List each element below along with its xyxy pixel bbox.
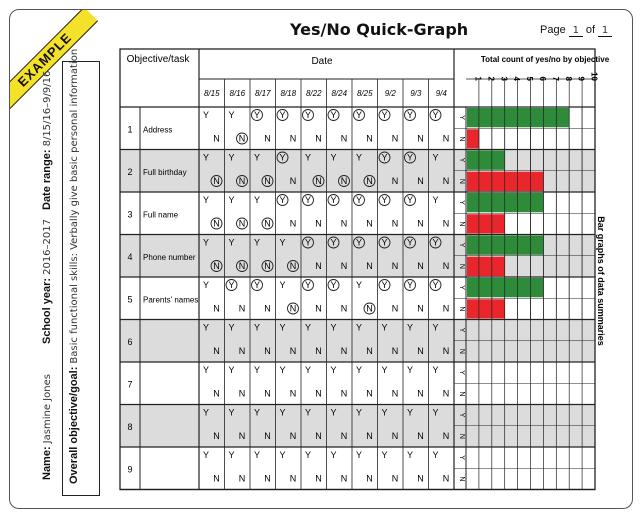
cell-yes-mark: Y	[202, 322, 210, 333]
date-label: 8/24	[331, 89, 348, 98]
cell-yes-mark: Y	[228, 195, 235, 205]
cell-yes-mark: Y	[355, 280, 363, 290]
cell-yes-mark: Y	[279, 365, 286, 375]
date-label: 8/25	[356, 89, 373, 98]
cell-no-mark: N	[417, 218, 424, 229]
cell-yes-mark: Y	[253, 365, 261, 375]
no-row-label: N	[458, 391, 465, 397]
graph-header: Total count of yes/no by objective	[480, 55, 610, 64]
cell-no-mark: N	[289, 473, 297, 484]
objective-number: 1	[127, 124, 133, 135]
cell-yes-mark: Y	[330, 110, 337, 120]
cell-yes-mark: Y	[253, 450, 261, 460]
graph-scale-label: 9	[576, 76, 586, 81]
cell-yes-mark: Y	[279, 280, 286, 290]
goal-label: Overall objective/goal:	[68, 366, 80, 484]
cell-no-mark: N	[366, 176, 373, 186]
no-row-label: N	[458, 136, 465, 142]
no-bar	[467, 299, 505, 318]
cell-yes-mark: Y	[304, 110, 312, 120]
date-header: Date	[311, 56, 333, 67]
cell-no-mark: N	[315, 431, 322, 441]
cell-no-mark: N	[289, 261, 297, 271]
cell-yes-mark: Y	[432, 152, 439, 163]
cell-no-mark: N	[289, 388, 297, 399]
cell-no-mark: N	[417, 261, 424, 271]
cell-no-mark: N	[315, 133, 322, 144]
date-label: 8/22	[305, 89, 322, 98]
objective-number: 6	[127, 336, 133, 347]
no-row-label: N	[458, 433, 465, 439]
cell-yes-mark: Y	[253, 322, 261, 333]
page-label: Page	[540, 24, 566, 36]
yes-row-label: Y	[458, 285, 465, 290]
name-value: Jasmine Jones	[42, 374, 53, 444]
cell-no-mark: N	[315, 176, 322, 186]
cell-yes-mark: Y	[406, 365, 414, 375]
no-bar	[467, 172, 543, 191]
cell-yes-mark: Y	[253, 110, 261, 120]
objective-label: Parents' names	[143, 295, 199, 305]
cell-no-mark: N	[238, 473, 246, 484]
cell-no-mark: N	[417, 388, 424, 399]
cell-no-mark: N	[340, 261, 348, 271]
objective-number: 4	[127, 251, 133, 262]
cell-yes-mark: Y	[381, 237, 388, 248]
cell-no-mark: N	[213, 261, 220, 271]
cell-yes-mark: Y	[355, 110, 363, 120]
cell-yes-mark: Y	[279, 237, 286, 248]
cell-no-mark: N	[340, 303, 348, 314]
cell-no-mark: N	[289, 176, 297, 186]
cell-yes-mark: Y	[432, 322, 439, 333]
date-label: 8/18	[280, 89, 297, 98]
cell-no-mark: N	[315, 261, 322, 271]
no-bar	[467, 214, 505, 233]
cell-no-mark: N	[315, 218, 322, 229]
page-of-label: of	[585, 24, 596, 36]
cell-yes-mark: Y	[406, 110, 414, 120]
cell-yes-mark: Y	[304, 450, 312, 460]
name-label: Name:	[41, 446, 53, 480]
cell-yes-mark: Y	[279, 152, 286, 163]
cell-no-mark: N	[391, 388, 399, 399]
cell-no-mark: N	[442, 346, 450, 356]
cell-yes-mark: Y	[202, 110, 210, 120]
cell-no-mark: N	[391, 431, 399, 441]
cell-yes-mark: Y	[330, 195, 337, 205]
cell-no-mark: N	[340, 388, 348, 399]
yes-row-label: Y	[458, 370, 465, 375]
cell-no-mark: N	[213, 346, 220, 356]
cell-no-mark: N	[264, 218, 271, 229]
yes-bar	[467, 278, 543, 297]
cell-yes-mark: Y	[279, 322, 286, 333]
school-year-value: 2016–2017	[42, 219, 53, 275]
cell-no-mark: N	[213, 473, 220, 484]
cell-no-mark: N	[238, 261, 246, 271]
cell-no-mark: N	[289, 218, 297, 229]
cell-yes-mark: Y	[253, 280, 261, 290]
cell-no-mark: N	[264, 176, 271, 186]
cell-yes-mark: Y	[202, 152, 210, 163]
cell-no-mark: N	[366, 218, 373, 229]
cell-no-mark: N	[417, 473, 424, 484]
cell-yes-mark: Y	[406, 407, 414, 418]
cell-yes-mark: Y	[381, 152, 388, 163]
cell-yes-mark: Y	[304, 365, 312, 375]
cell-yes-mark: Y	[304, 195, 312, 205]
cell-yes-mark: Y	[202, 365, 210, 375]
yes-bar	[467, 151, 505, 170]
cell-yes-mark: Y	[202, 450, 210, 460]
cell-yes-mark: Y	[432, 237, 439, 248]
cell-no-mark: N	[417, 176, 424, 186]
goal-value: Basic functional skills: Verbally give basic personal information	[69, 48, 80, 364]
objective-number: 8	[127, 421, 133, 432]
cell-no-mark: N	[366, 473, 373, 484]
yes-bar	[467, 193, 543, 212]
objective-label: Full birthday	[143, 167, 187, 177]
cell-no-mark: N	[417, 346, 424, 356]
cell-no-mark: N	[442, 133, 450, 144]
cell-yes-mark: Y	[406, 237, 414, 248]
objective-label: Phone number	[143, 252, 196, 262]
cell-yes-mark: Y	[432, 407, 439, 418]
cell-no-mark: N	[213, 431, 220, 441]
cell-no-mark: N	[391, 176, 399, 186]
cell-yes-mark: Y	[381, 407, 388, 418]
cell-yes-mark: Y	[406, 450, 414, 460]
cell-yes-mark: Y	[355, 322, 363, 333]
cell-no-mark: N	[289, 303, 297, 314]
no-row-label: N	[458, 306, 465, 312]
cell-yes-mark: Y	[279, 407, 286, 418]
cell-no-mark: N	[264, 346, 271, 356]
cell-no-mark: N	[340, 346, 348, 356]
cell-yes-mark: Y	[330, 237, 337, 248]
cell-no-mark: N	[315, 303, 322, 314]
yes-row-label: Y	[458, 157, 465, 163]
cell-yes-mark: Y	[406, 280, 414, 290]
cell-yes-mark: Y	[304, 237, 312, 248]
cell-yes-mark: Y	[330, 450, 337, 460]
cell-yes-mark: Y	[279, 195, 286, 205]
cell-yes-mark: Y	[202, 195, 210, 205]
cell-yes-mark: Y	[202, 280, 210, 290]
cell-yes-mark: Y	[253, 237, 261, 248]
graph-side-label: Bar graphs of data summaries	[596, 216, 606, 346]
cell-no-mark: N	[417, 303, 424, 314]
cell-yes-mark: Y	[228, 322, 235, 333]
cell-yes-mark: Y	[355, 237, 363, 248]
cell-no-mark: N	[340, 473, 348, 484]
cell-no-mark: N	[366, 346, 373, 356]
cell-no-mark: N	[238, 133, 246, 144]
cell-yes-mark: Y	[381, 365, 388, 375]
no-row-label: N	[458, 476, 465, 482]
date-label: 9/4	[435, 89, 447, 98]
cell-yes-mark: Y	[228, 407, 235, 418]
cell-no-mark: N	[442, 176, 450, 186]
cell-no-mark: N	[391, 261, 399, 271]
cell-yes-mark: Y	[406, 195, 414, 205]
page-current: 1	[569, 25, 583, 37]
cell-yes-mark: Y	[279, 110, 286, 120]
yes-row-label: Y	[458, 200, 465, 205]
no-row-label: N	[458, 348, 465, 354]
graph-scale-label: 5	[525, 76, 535, 81]
cell-no-mark: N	[264, 431, 271, 441]
cell-no-mark: N	[238, 303, 246, 314]
cell-yes-mark: Y	[381, 450, 388, 460]
date-range-label: Date range:	[41, 149, 53, 210]
cell-yes-mark: Y	[381, 195, 388, 205]
cell-yes-mark: Y	[432, 450, 439, 460]
graph-scale-label: 8	[563, 76, 573, 81]
cell-yes-mark: Y	[304, 152, 312, 163]
cell-no-mark: N	[366, 388, 373, 399]
cell-yes-mark: Y	[228, 450, 235, 460]
cell-yes-mark: Y	[355, 195, 363, 205]
cell-no-mark: N	[315, 346, 322, 356]
cell-no-mark: N	[442, 431, 450, 441]
no-row-label: N	[458, 178, 465, 184]
cell-no-mark: N	[238, 346, 246, 356]
cell-no-mark: N	[264, 473, 271, 484]
cell-no-mark: N	[264, 261, 271, 271]
date-label: 8/15	[203, 89, 220, 98]
cell-yes-mark: Y	[355, 407, 363, 418]
cell-yes-mark: Y	[253, 407, 261, 418]
cell-no-mark: N	[264, 133, 271, 144]
cell-no-mark: N	[238, 431, 246, 441]
cell-yes-mark: Y	[355, 450, 363, 460]
graph-scale-label: 6	[537, 76, 547, 81]
page-title: Yes/No Quick-Graph	[290, 20, 469, 39]
cell-no-mark: N	[340, 431, 348, 441]
cell-yes-mark: Y	[330, 152, 337, 163]
objective-number: 9	[127, 464, 133, 475]
cell-no-mark: N	[391, 303, 399, 314]
yes-bar	[467, 236, 543, 255]
cell-yes-mark: Y	[228, 280, 235, 290]
cell-yes-mark: Y	[228, 110, 235, 120]
graph-scale-label: 1	[473, 76, 483, 81]
cell-no-mark: N	[442, 473, 450, 484]
cell-no-mark: N	[213, 303, 220, 314]
cell-yes-mark: Y	[355, 152, 363, 163]
cell-yes-mark: Y	[304, 280, 312, 290]
cell-yes-mark: Y	[381, 280, 388, 290]
cell-no-mark: N	[366, 133, 373, 144]
cell-no-mark: N	[238, 176, 246, 186]
objective-number: 7	[127, 379, 133, 390]
date-range-value: 8/15/16–9/9/16	[42, 70, 53, 147]
cell-no-mark: N	[366, 431, 373, 441]
cell-no-mark: N	[264, 388, 271, 399]
cell-no-mark: N	[315, 388, 322, 399]
cell-yes-mark: Y	[432, 280, 439, 290]
example-banner: EXAMPLE	[9, 9, 98, 113]
cell-no-mark: N	[213, 176, 220, 186]
cell-yes-mark: Y	[228, 237, 235, 248]
cell-yes-mark: Y	[253, 195, 261, 205]
cell-no-mark: N	[442, 261, 450, 271]
date-label: 9/3	[410, 89, 422, 98]
no-bar	[467, 129, 479, 148]
no-row-label: N	[458, 221, 465, 227]
cell-yes-mark: Y	[355, 365, 363, 375]
cell-yes-mark: Y	[202, 237, 210, 248]
cell-no-mark: N	[238, 388, 246, 399]
yes-row-label: Y	[458, 242, 465, 248]
objective-number: 5	[127, 294, 133, 305]
objective-number: 3	[127, 209, 133, 220]
date-label: 8/17	[254, 89, 271, 98]
cell-yes-mark: Y	[330, 407, 337, 418]
objective-label: Full name	[143, 210, 179, 220]
cell-yes-mark: Y	[330, 322, 337, 333]
cell-yes-mark: Y	[330, 280, 337, 290]
cell-yes-mark: Y	[304, 322, 312, 333]
yes-row-label: Y	[458, 412, 465, 418]
cell-no-mark: N	[366, 303, 373, 314]
cell-no-mark: N	[417, 133, 424, 144]
objective-number: 2	[127, 166, 133, 177]
cell-yes-mark: Y	[253, 152, 261, 163]
cell-no-mark: N	[213, 133, 220, 144]
cell-no-mark: N	[340, 133, 348, 144]
cell-yes-mark: Y	[279, 450, 286, 460]
cell-no-mark: N	[391, 473, 399, 484]
cell-no-mark: N	[442, 388, 450, 399]
graph-scale-label: 7	[550, 76, 560, 81]
cell-no-mark: N	[264, 303, 271, 314]
cell-no-mark: N	[315, 473, 322, 484]
date-label: 8/16	[229, 89, 246, 98]
date-label: 9/2	[384, 89, 396, 98]
yes-row-label: Y	[458, 455, 465, 460]
cell-no-mark: N	[391, 218, 399, 229]
cell-yes-mark: Y	[432, 110, 439, 120]
cell-no-mark: N	[289, 431, 297, 441]
cell-no-mark: N	[213, 388, 220, 399]
yes-bar	[467, 108, 569, 127]
cell-no-mark: N	[391, 346, 399, 356]
graph-scale-label: 3	[499, 76, 509, 81]
cell-no-mark: N	[289, 346, 297, 356]
cell-yes-mark: Y	[381, 322, 388, 333]
cell-no-mark: N	[238, 218, 246, 229]
yes-row-label: Y	[458, 327, 465, 333]
cell-no-mark: N	[442, 303, 450, 314]
cell-no-mark: N	[340, 218, 348, 229]
graph-scale-label: 4	[512, 76, 522, 81]
cell-no-mark: N	[289, 133, 297, 144]
cell-yes-mark: Y	[381, 110, 388, 120]
cell-yes-mark: Y	[228, 365, 235, 375]
cell-yes-mark: Y	[202, 407, 210, 418]
page-total: 1	[598, 25, 612, 37]
no-row-label: N	[458, 263, 465, 269]
cell-yes-mark: Y	[432, 365, 439, 375]
cell-yes-mark: Y	[406, 322, 414, 333]
graph-scale-label: 2	[486, 76, 496, 81]
cell-no-mark: N	[213, 218, 220, 229]
cell-no-mark: N	[391, 133, 399, 144]
cell-yes-mark: Y	[432, 195, 439, 205]
objective-header: Objective/task	[126, 54, 190, 65]
graph-scale-label: 10	[589, 72, 599, 81]
cell-yes-mark: Y	[228, 152, 235, 163]
school-year-label: School year:	[41, 277, 53, 344]
objective-label: Address	[143, 125, 173, 135]
cell-no-mark: N	[417, 431, 424, 441]
cell-yes-mark: Y	[330, 365, 337, 375]
no-bar	[467, 257, 505, 276]
cell-no-mark: N	[442, 218, 450, 229]
yes-row-label: Y	[458, 115, 465, 120]
cell-no-mark: N	[366, 261, 373, 271]
cell-yes-mark: Y	[304, 407, 312, 418]
cell-no-mark: N	[340, 176, 348, 186]
cell-yes-mark: Y	[406, 152, 414, 163]
